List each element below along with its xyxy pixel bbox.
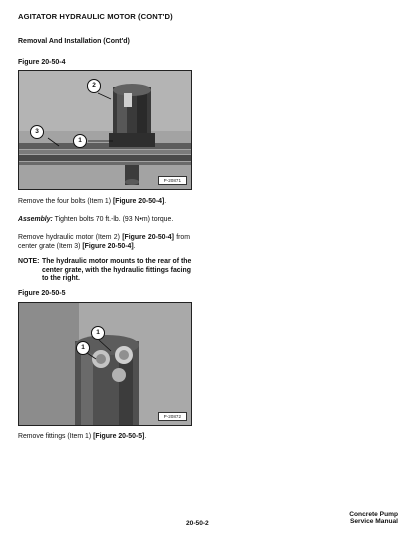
note-block: NOTE: The hydraulic motor mounts to the rear of the center grate, with the hydraulic fittings facing to the right.	[18, 258, 192, 283]
page-title: AGITATOR HYDRAULIC MOTOR (CONT'D)	[18, 12, 173, 21]
assembly-torque-note: Assembly: Tighten bolts 70 ft.-lb. (93 N•m) torque.	[18, 216, 174, 223]
callout-item-3: 3	[30, 125, 44, 139]
manual-title: Concrete Pump Service Manual	[349, 511, 398, 525]
page-number: 20-50-2	[186, 520, 209, 527]
motor-photo-illustration	[19, 71, 191, 189]
callout-item-1-upper: 1	[91, 326, 105, 340]
callout-item-1-lower: 1	[76, 341, 90, 355]
photo-code: P-20871	[158, 176, 187, 185]
figure-caption-2: Figure 20-50-5	[18, 290, 66, 297]
instruction-remove-fittings: Remove fittings (Item 1) [Figure 20-50-5].	[18, 433, 147, 440]
callout-item-1: 1	[73, 134, 87, 148]
photo-code: P-20872	[158, 412, 187, 421]
section-subtitle: Removal And Installation (Cont'd)	[18, 38, 130, 45]
instruction-remove-bolts: Remove the four bolts (Item 1) [Figure 20-50-4].	[18, 198, 167, 205]
instruction-remove-motor: Remove hydraulic motor (Item 2) [Figure 20-50-4] from center grate (Item 3) [Figure 20-50-4].	[18, 234, 190, 250]
callout-item-2: 2	[87, 79, 101, 93]
figure-photo-2	[18, 302, 192, 426]
fittings-photo-illustration	[19, 303, 191, 425]
figure-caption-1: Figure 20-50-4	[18, 59, 66, 66]
figure-photo-1	[18, 70, 192, 190]
